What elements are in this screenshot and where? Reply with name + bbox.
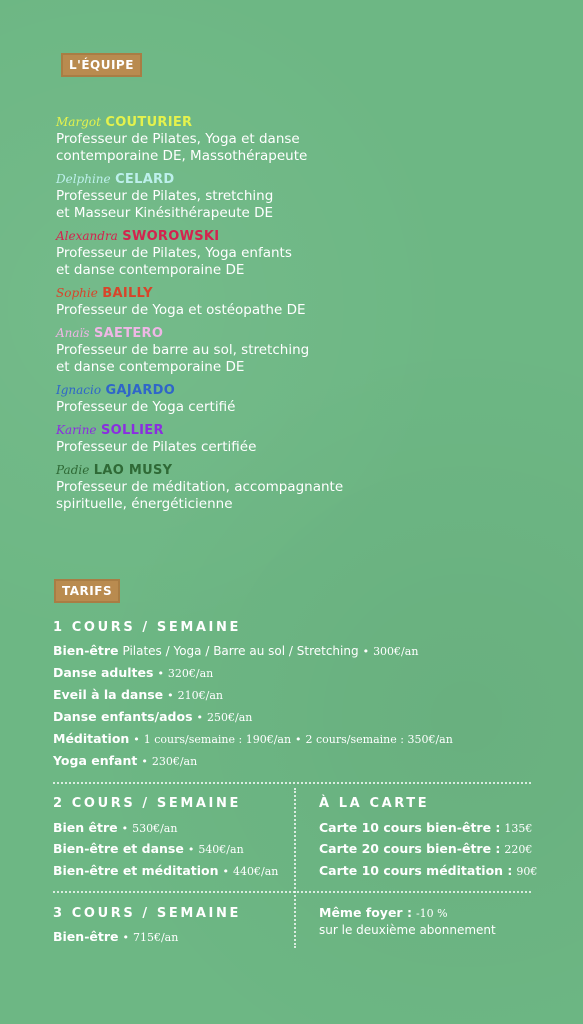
tarif-price: 715€/an: [132, 931, 179, 944]
member-first-name: Karine: [56, 423, 97, 437]
member-role: Professeur de Yoga certifié: [56, 399, 236, 415]
member-first-name: Alexandra: [56, 229, 118, 243]
tarif-label: Méditation: [53, 731, 130, 746]
tarif-row-danse-adultes: [53, 665, 213, 680]
member-last-name: SWOROWSKI: [122, 229, 220, 244]
member-role: et Masseur Kinésithérapeute DE: [56, 205, 274, 221]
tarif-detail: Pilates / Yoga / Barre au sol / Stretching: [122, 644, 359, 658]
member-last-name: CELARD: [115, 172, 175, 187]
member-last-name: LAO MUSY: [93, 463, 173, 478]
tarif-price: 250€/an: [207, 711, 253, 724]
member-first-name: Margot: [56, 115, 101, 129]
tarif-row: [53, 820, 177, 835]
dotted-divider: [53, 782, 531, 784]
member-role: et danse contemporaine DE: [56, 359, 245, 375]
team-member: [56, 462, 536, 513]
separator: •: [133, 733, 140, 746]
tarif-label: Danse adultes: [53, 665, 154, 680]
member-role: contemporaine DE, Massothérapeute: [56, 148, 308, 164]
member-name: [56, 462, 536, 479]
tarif-price: 210€/an: [177, 689, 223, 702]
team-member: [56, 285, 536, 319]
tarif-label: Bien-être et méditation: [53, 863, 219, 878]
separator: •: [196, 711, 204, 724]
foyer-row: [319, 905, 448, 920]
separator: •: [295, 733, 302, 746]
tarif-label: Eveil à la danse: [53, 687, 164, 702]
member-name: [56, 382, 536, 399]
tarif-price: 90€: [516, 865, 538, 878]
team-member: [56, 325, 536, 376]
member-role: et danse contemporaine DE: [56, 262, 245, 278]
foyer-note: sur le deuxième abonnement: [319, 923, 496, 937]
tarif-row-yoga-enfant: [53, 753, 197, 768]
tarif-price: 220€: [504, 843, 533, 856]
team-member: [56, 114, 536, 165]
tarif-label: Carte 10 cours bien-être :: [319, 820, 501, 835]
team-member: [56, 422, 536, 456]
tarif-row-eveil: [53, 687, 223, 702]
section-title-2-cours: 2 COURS / SEMAINE: [53, 796, 241, 811]
tarif-label: Bien-être et danse: [53, 841, 184, 856]
tarif-price: 530€/an: [132, 822, 178, 835]
member-first-name: Ignacio: [56, 383, 102, 397]
tarif-label: Bien être: [53, 820, 118, 835]
member-last-name: SOLLIER: [100, 423, 164, 438]
tarif-label: Bien-être: [53, 643, 119, 658]
separator: •: [222, 865, 230, 878]
member-first-name: Anaïs: [56, 326, 90, 340]
member-first-name: Sophie: [56, 286, 98, 300]
section-title-3-cours: 3 COURS / SEMAINE: [53, 906, 241, 921]
tarifs-tag: TARIFS: [54, 579, 120, 603]
member-role: Professeur de Pilates certifiée: [56, 439, 257, 455]
tarif-row-danse-enfants: [53, 709, 252, 724]
member-name: [56, 228, 536, 245]
separator: •: [157, 667, 164, 680]
member-role: Professeur de Pilates, Yoga enfants: [56, 245, 292, 261]
member-role: Professeur de barre au sol, stretching: [56, 342, 310, 358]
member-last-name: BAILLY: [102, 286, 153, 301]
member-role: spirituelle, énergéticienne: [56, 496, 233, 512]
member-name: [56, 285, 536, 302]
section-title-1-cours: 1 COURS / SEMAINE: [53, 620, 241, 635]
separator: •: [362, 645, 370, 658]
tarif-price: 1 cours/semaine : 190€/an: [143, 733, 292, 746]
team-member: [56, 228, 536, 279]
dotted-divider: [53, 891, 531, 893]
separator: •: [187, 843, 195, 856]
tarif-row-bien-etre: [53, 643, 418, 658]
tarif-price: 2 cours/semaine : 350€/an: [305, 733, 453, 746]
tarif-label: Bien-être: [53, 929, 119, 944]
member-last-name: COUTURIER: [105, 115, 193, 130]
tarif-price: 440€/an: [233, 865, 279, 878]
tarif-price: 230€/an: [151, 755, 198, 768]
tarif-row: [319, 841, 532, 856]
equipe-tag: L'ÉQUIPE: [61, 53, 142, 77]
separator: •: [122, 931, 129, 944]
team-member: [56, 171, 536, 222]
tarif-price: 320€/an: [167, 667, 214, 680]
separator: •: [167, 689, 174, 702]
tarif-row: [53, 863, 278, 878]
dotted-divider-vertical: [294, 788, 296, 948]
member-name: [56, 422, 536, 439]
member-role: Professeur de Pilates, Yoga et danse: [56, 131, 300, 147]
tarif-row: [319, 820, 532, 835]
member-first-name: Padie: [56, 463, 90, 477]
foyer-value: -10 %: [415, 907, 448, 920]
tarif-row-meditation: [53, 731, 453, 746]
section-title-a-la-carte: À LA CARTE: [319, 796, 430, 811]
member-name: [56, 114, 536, 131]
team-member: [56, 382, 536, 416]
tarif-price: 540€/an: [198, 843, 244, 856]
team-list: [56, 114, 536, 519]
foyer-label: Même foyer :: [319, 905, 412, 920]
tarif-label: Danse enfants/ados: [53, 709, 193, 724]
member-role: Professeur de Yoga et ostéopathe DE: [56, 302, 306, 318]
tarif-label: Yoga enfant: [53, 753, 138, 768]
member-name: [56, 325, 536, 342]
tarif-label: Carte 20 cours bien-être :: [319, 841, 501, 856]
member-last-name: GAJARDO: [105, 383, 176, 398]
separator: •: [121, 822, 129, 835]
tarif-price: 135€: [504, 822, 533, 835]
member-role: Professeur de méditation, accompagnante: [56, 479, 344, 495]
member-role: Professeur de Pilates, stretching: [56, 188, 274, 204]
member-name: [56, 171, 536, 188]
tarif-row: [53, 929, 178, 944]
member-first-name: Delphine: [56, 172, 111, 186]
tarif-row: [319, 863, 537, 878]
tarif-label: Carte 10 cours méditation :: [319, 863, 513, 878]
member-last-name: SAETERO: [94, 326, 164, 341]
tarif-row: [53, 841, 244, 856]
tarif-price: 300€/an: [373, 645, 419, 658]
separator: •: [141, 755, 148, 768]
